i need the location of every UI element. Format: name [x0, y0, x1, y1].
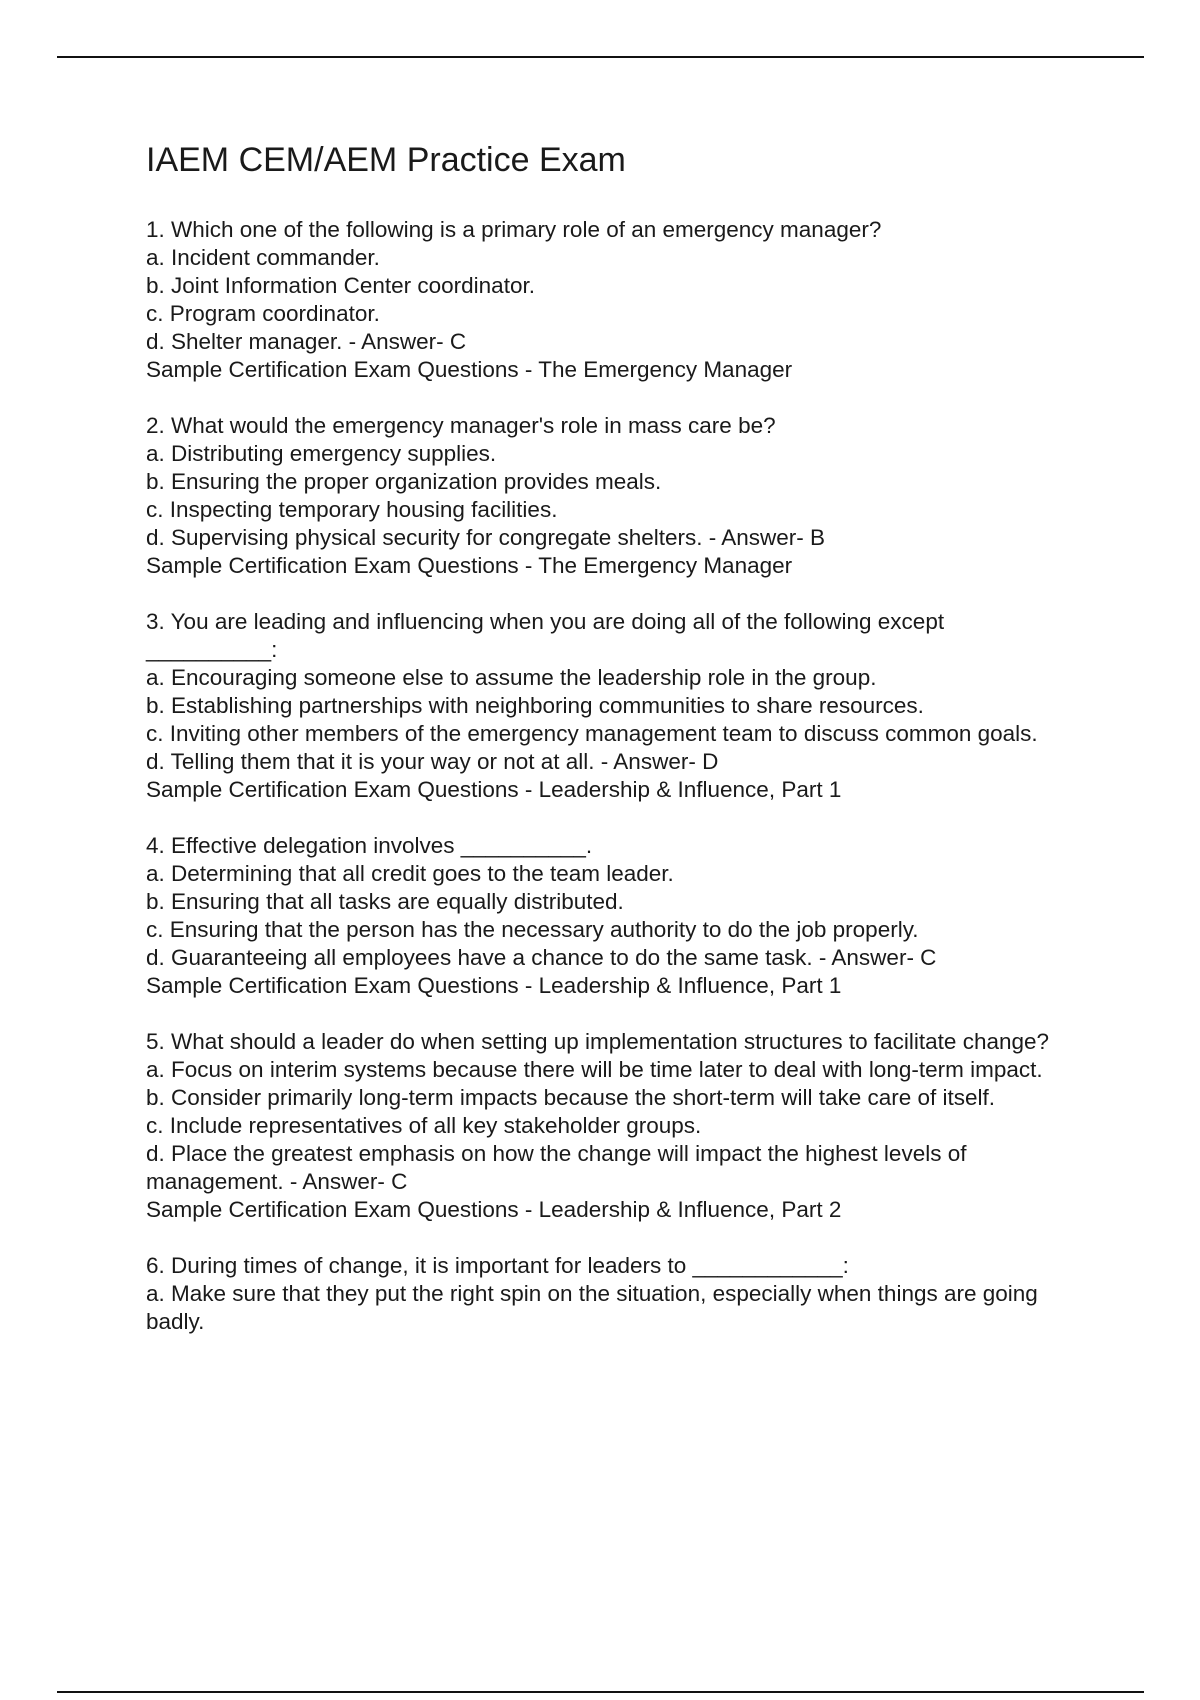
question-2: [146, 412, 1066, 580]
question-1-prompt: 1. Which one of the following is a primary role of an emergency manager?: [146, 217, 882, 242]
question-5-prompt: 5. What should a leader do when setting up implementation structures to facilitate change?: [146, 1029, 1050, 1054]
bottom-rule: [57, 1691, 1144, 1693]
question-2-option-d-answer: d. Supervising physical security for congregate shelters. - Answer- B: [146, 525, 826, 550]
question-5-option-c: c. Include representatives of all key stakeholder groups.: [146, 1113, 702, 1138]
question-5-option-b: b. Consider primarily long-term impacts because the short-term will take care of itself.: [146, 1085, 996, 1110]
question-4-option-b: b. Ensuring that all tasks are equally distributed.: [146, 889, 624, 914]
question-1-option-b: b. Joint Information Center coordinator.: [146, 273, 535, 298]
question-3-source: Sample Certification Exam Questions - Leadership & Influence, Part 1: [146, 777, 842, 802]
question-4-option-c: c. Ensuring that the person has the necessary authority to do the job properly.: [146, 917, 919, 942]
question-1-option-d-answer: d. Shelter manager. - Answer- C: [146, 329, 467, 354]
question-1-option-c: c. Program coordinator.: [146, 301, 380, 326]
question-3-option-d-answer: d. Telling them that it is your way or not at all. - Answer- D: [146, 749, 719, 774]
question-2-option-c: c. Inspecting temporary housing facilities.: [146, 497, 558, 522]
question-3-option-a: a. Encouraging someone else to assume the leadership role in the group.: [146, 665, 877, 690]
question-2-option-a: a. Distributing emergency supplies.: [146, 441, 497, 466]
question-2-prompt: 2. What would the emergency manager's role in mass care be?: [146, 413, 776, 438]
question-4-option-d-answer: d. Guaranteeing all employees have a chance to do the same task. - Answer- C: [146, 945, 937, 970]
question-4-source: Sample Certification Exam Questions - Leadership & Influence, Part 1: [146, 973, 842, 998]
question-2-option-b: b. Ensuring the proper organization provides meals.: [146, 469, 662, 494]
question-6: [146, 1252, 1066, 1336]
question-4-prompt: 4. Effective delegation involves __________.: [146, 833, 593, 858]
question-3-option-b: b. Establishing partnerships with neighboring communities to share resources.: [146, 693, 924, 718]
question-2-source: Sample Certification Exam Questions - The Emergency Manager: [146, 553, 793, 578]
question-6-prompt: 6. During times of change, it is important for leaders to ____________:: [146, 1253, 849, 1278]
question-3-prompt: 3. You are leading and influencing when you are doing all of the following except __________:: [146, 609, 945, 662]
question-5: [146, 1028, 1066, 1224]
question-5-option-a: a. Focus on interim systems because there will be time later to deal with long-term impact.: [146, 1057, 1043, 1082]
question-6-option-a: a. Make sure that they put the right spin on the situation, especially when things are going badly.: [146, 1281, 1038, 1334]
question-5-option-d-answer: d. Place the greatest emphasis on how the change will impact the highest levels of management. - Answer- C: [146, 1141, 967, 1194]
question-1-source: Sample Certification Exam Questions - The Emergency Manager: [146, 357, 793, 382]
question-4: [146, 832, 1066, 1000]
question-1: [146, 216, 1066, 384]
question-3-option-c: c. Inviting other members of the emergency management team to discuss common goals.: [146, 721, 1038, 746]
question-4-option-a: a. Determining that all credit goes to the team leader.: [146, 861, 674, 886]
question-1-option-a: a. Incident commander.: [146, 245, 380, 270]
document-page: [146, 138, 1066, 1364]
page-title: IAEM CEM/AEM Practice Exam: [146, 141, 626, 179]
question-5-source: Sample Certification Exam Questions - Leadership & Influence, Part 2: [146, 1197, 842, 1222]
top-rule: [57, 56, 1144, 58]
question-3: [146, 608, 1066, 804]
